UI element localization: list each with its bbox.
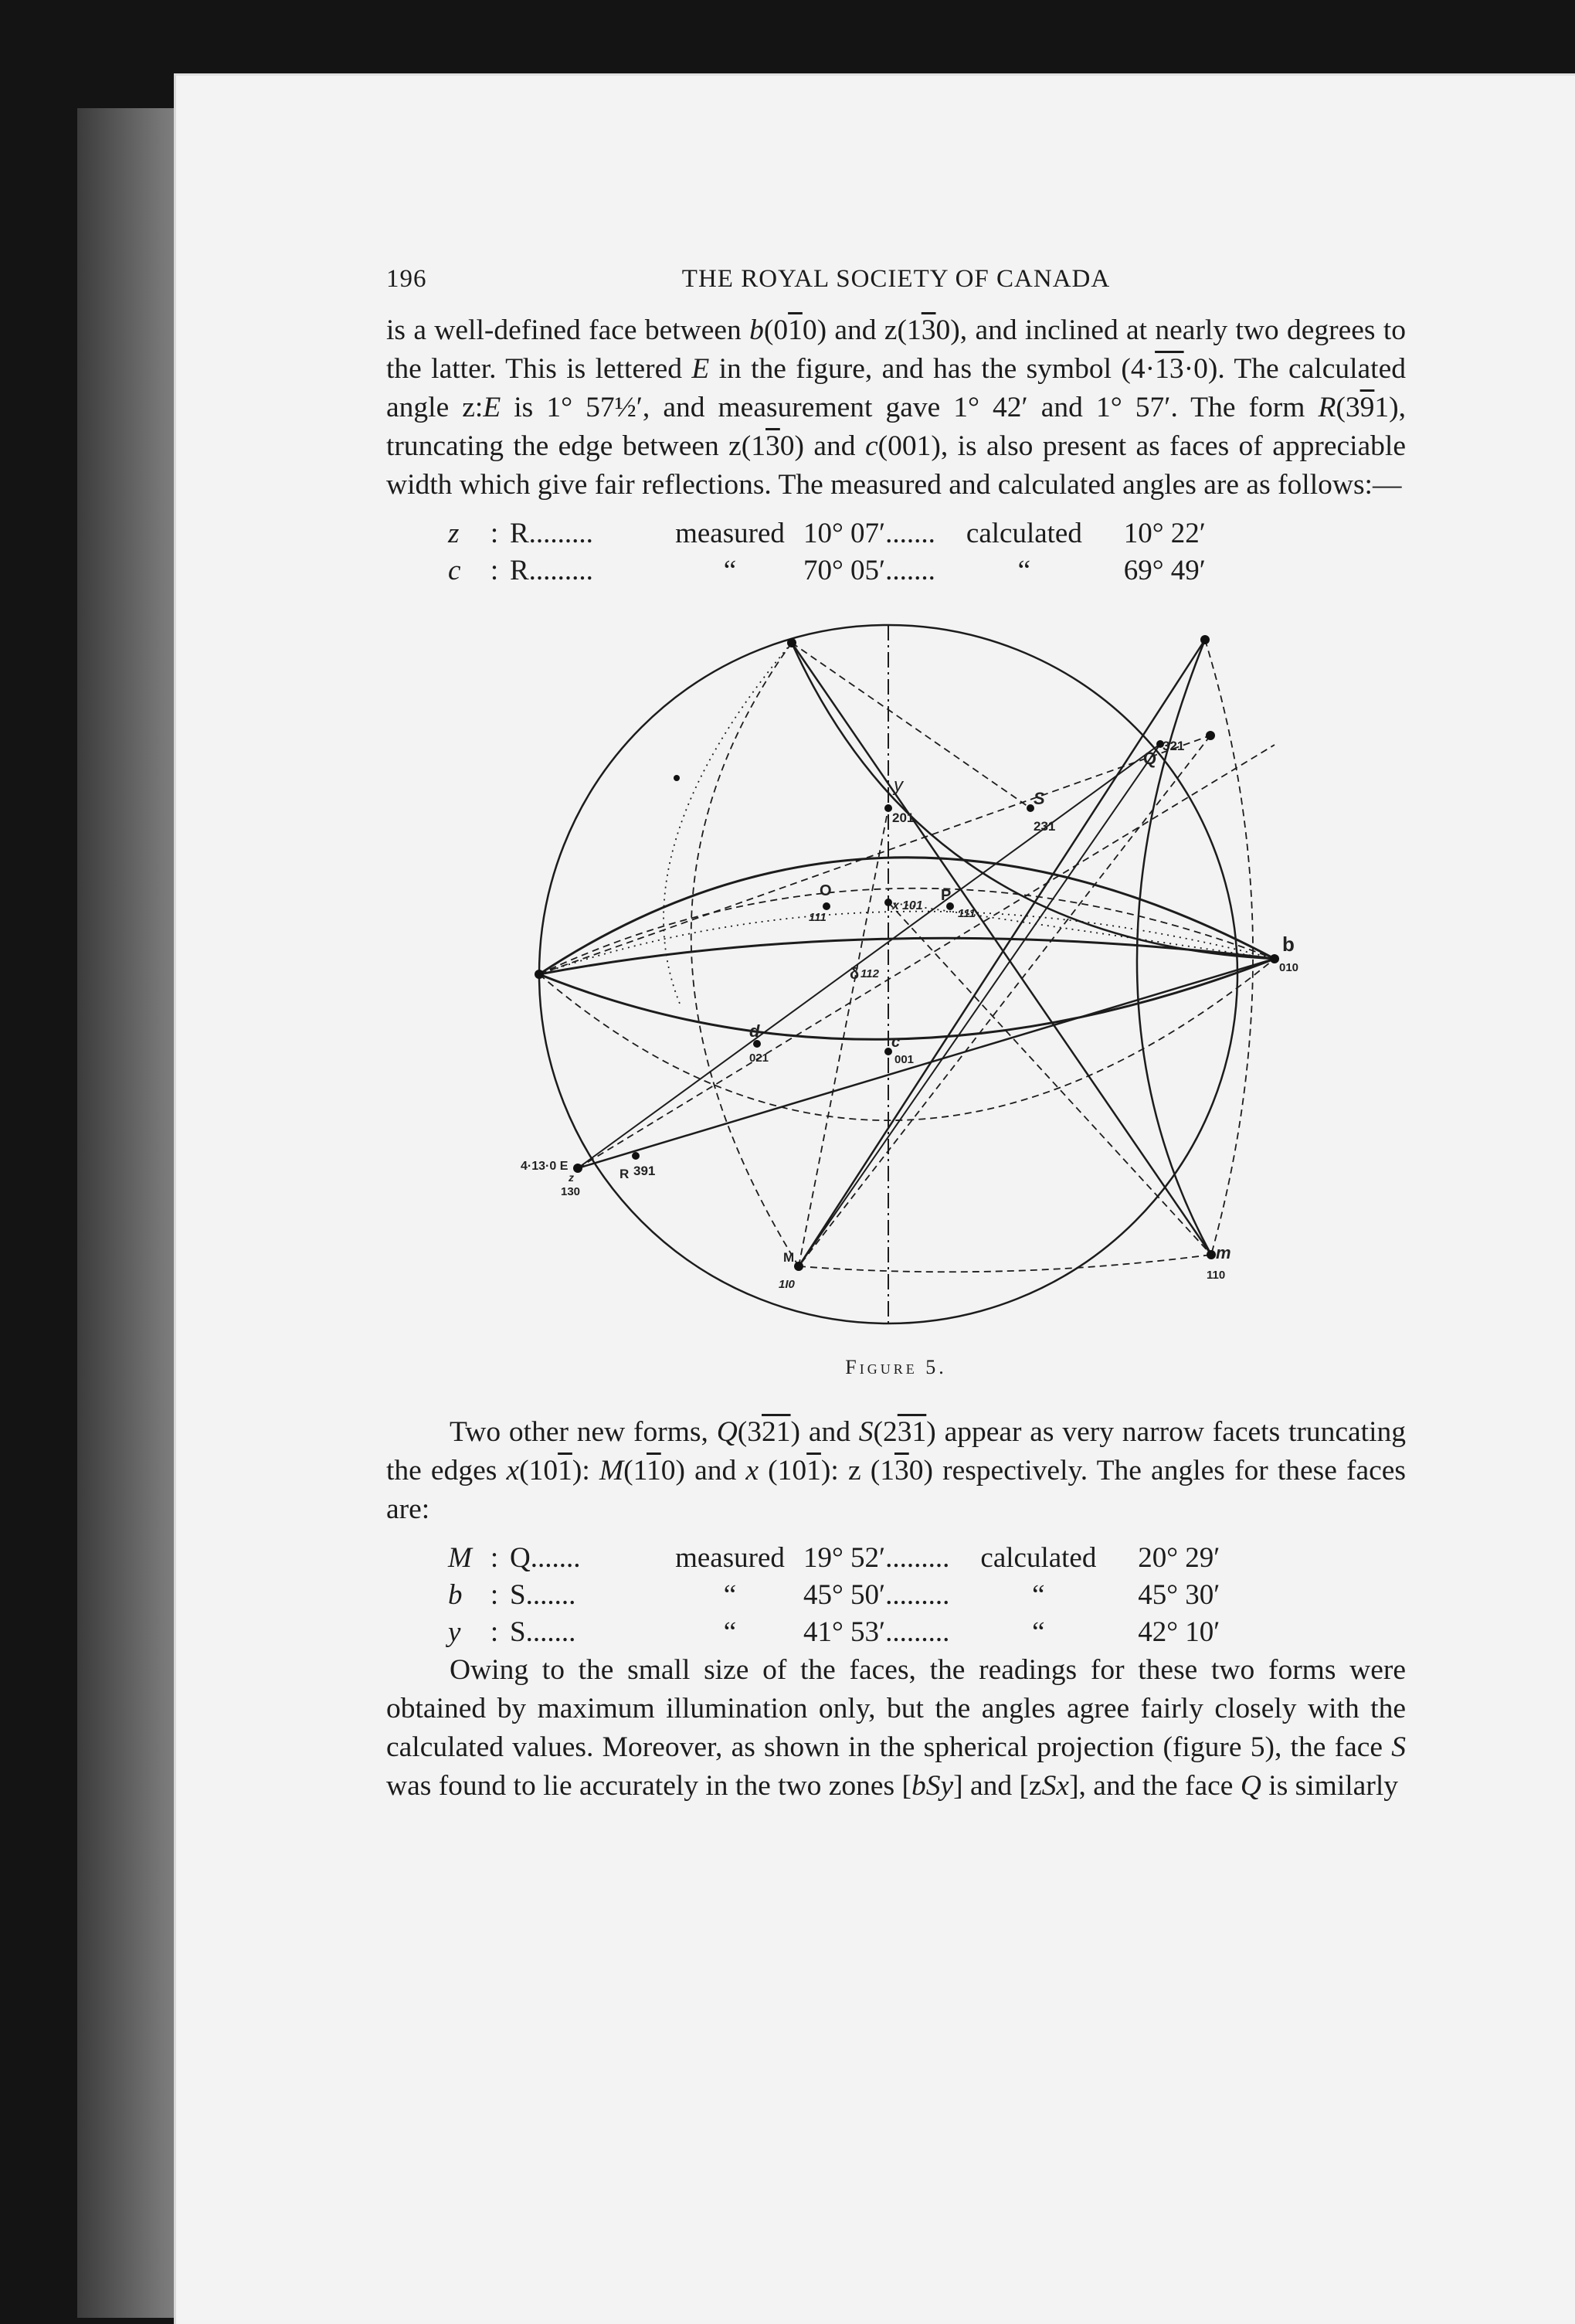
table-cell: c <box>448 555 461 586</box>
pole-label-Q: Q <box>1143 749 1157 768</box>
text-run: ] and [z <box>953 1770 1042 1802</box>
table-cell: z <box>448 518 460 549</box>
pole-label-b: b <box>1282 933 1295 956</box>
pole-index-x: 101 <box>902 899 923 912</box>
page-content <box>386 265 1407 1802</box>
dashed-zone-5 <box>578 745 1275 1168</box>
table-row <box>448 1577 1220 1614</box>
text-run: 0) and <box>779 430 865 462</box>
angles-table-2 <box>448 1540 1220 1651</box>
text-run: b <box>749 314 764 346</box>
text-run: (10 <box>519 1455 558 1486</box>
pole-label-E: 4·13·0 E <box>521 1160 569 1173</box>
table-cell: “ <box>723 1579 737 1611</box>
text-run: (10 <box>759 1455 807 1486</box>
table-cell: b <box>448 1579 463 1611</box>
table-cell: 20° 29′ <box>1138 1542 1220 1574</box>
text-run: 13 <box>1155 353 1184 385</box>
dashed-zone-3 <box>691 643 799 1266</box>
pole-index-b: 010 <box>1279 961 1299 974</box>
table-cell: calculated <box>980 1542 1097 1574</box>
text-run: 1 <box>647 1455 661 1486</box>
table-cell: : <box>490 518 499 549</box>
table-cell: M <box>448 1542 472 1574</box>
table-row <box>448 552 1206 589</box>
figure-caption: Figure 5. <box>845 1356 947 1378</box>
text-run: 1 <box>558 1455 572 1486</box>
table-row <box>448 515 1206 552</box>
pole-index-O: 111 <box>809 911 827 924</box>
pole-label-S: S <box>1034 789 1045 808</box>
text-run: 3 <box>921 314 936 346</box>
text-run: x <box>506 1455 520 1486</box>
pole-index-z: 130 <box>561 1185 581 1198</box>
dotted-zone-1 <box>664 643 792 1004</box>
text-run: ): <box>572 1455 599 1486</box>
table-cell: S....... <box>510 1579 576 1611</box>
table-cell: “ <box>723 1616 737 1648</box>
table-cell: 41° 53′......... <box>803 1616 950 1648</box>
pole-index-Q: 321 <box>1163 739 1185 753</box>
text-run: in the figure, and has the symbol (4· <box>709 353 1156 385</box>
pole-index-P: 111 <box>958 907 976 920</box>
text-run: Q <box>1240 1770 1261 1802</box>
text-run: is a well-defined face between <box>386 314 750 346</box>
table-cell: : <box>490 555 499 586</box>
text-run: ) and <box>790 1416 859 1448</box>
table-cell: S....... <box>510 1616 576 1648</box>
pole-label-delta: δ <box>850 966 860 983</box>
text-run: 0) respectively. The angles for these faces are: <box>386 1455 1407 1525</box>
text-run: 0) and <box>660 1455 746 1486</box>
zone-line-5 <box>578 744 1160 1168</box>
text-run: E <box>483 392 501 423</box>
text-run: (3 <box>1336 392 1360 423</box>
table-cell: “ <box>1032 1616 1045 1648</box>
pole-index-R: 391 <box>633 1164 656 1178</box>
table-cell: 19° 52′......... <box>803 1542 950 1574</box>
text-run: ], and the face <box>1069 1770 1241 1802</box>
zone-arc-lower <box>539 959 1275 1039</box>
text-run: 1), truncating the edge between z(1 <box>386 392 1406 462</box>
zone-line-4 <box>799 744 1160 1266</box>
paragraph-1 <box>386 311 1406 505</box>
text-run: S <box>1391 1731 1406 1763</box>
pole-label-y: y <box>894 775 903 796</box>
text-run: E <box>691 353 710 385</box>
pole-index-M: 1I0 <box>779 1278 795 1291</box>
table-cell: 10° 22′ <box>1123 518 1206 549</box>
dashed-zone-9 <box>888 902 1211 1255</box>
table-cell: 70° 05′....... <box>803 555 935 586</box>
text-run: R <box>1318 392 1336 423</box>
paragraph-3-clip <box>386 1651 1406 1802</box>
paragraph-3 <box>386 1651 1406 1806</box>
table-cell: : <box>490 1579 499 1611</box>
dashed-zone-11 <box>799 1255 1211 1272</box>
table-cell: Q....... <box>510 1542 581 1574</box>
angles-table-1 <box>448 515 1206 589</box>
text-run: 3 <box>894 1455 909 1486</box>
table-cell: measured <box>675 518 785 549</box>
table-cell: R......... <box>510 518 593 549</box>
pole-index-c: 001 <box>894 1053 915 1066</box>
paragraph-2 <box>386 1413 1406 1529</box>
pole-index-S: 231 <box>1034 819 1056 834</box>
pole-label-z: z <box>569 1171 574 1184</box>
text-run: is 1° 57½′, and measurement gave 1° 42′ and 1° 57′. The form <box>501 392 1319 423</box>
text-run: 3 <box>765 430 780 462</box>
pole-index-d: 021 <box>749 1052 769 1065</box>
table-cell: y <box>448 1616 461 1648</box>
table-cell: “ <box>1032 1579 1045 1611</box>
table-cell: “ <box>1017 555 1031 586</box>
table-cell: : <box>490 1616 499 1648</box>
table-row <box>448 1614 1220 1651</box>
text-run: c <box>864 430 878 462</box>
primitive-circle <box>539 625 1237 1323</box>
text-run: x <box>745 1455 759 1486</box>
pole-label-m: m <box>1216 1243 1231 1262</box>
text-run: ) appear as very narrow facets truncating the edges <box>386 1416 1406 1486</box>
stereographic-projection-figure <box>386 617 1406 1344</box>
text-run: M <box>599 1455 624 1486</box>
text-run: ·0). The calculated angle z: <box>386 353 1406 423</box>
text-run: S <box>858 1416 874 1448</box>
pole-label-R: R <box>619 1167 630 1181</box>
projection-diagram <box>386 617 1406 1344</box>
text-run: Q <box>716 1416 738 1448</box>
zone-line-3 <box>578 959 1275 1168</box>
table-cell: R......... <box>510 555 593 586</box>
table-cell: : <box>490 1542 499 1574</box>
pole-label-P: P <box>941 887 952 904</box>
table-cell: 45° 50′......... <box>803 1579 950 1611</box>
table-cell: measured <box>675 1542 785 1574</box>
text-run: Two other new forms, <box>450 1416 717 1448</box>
dashed-zone-6 <box>792 643 1030 808</box>
text-run: Owing to the small size of the faces, the readings for these two forms were obtained by maximum illumination only, but the angles agree fairly closely with the calculated values. Moreover, as shown in the spherical projection (figure 5), the face <box>386 1654 1406 1763</box>
text-run: 1 <box>788 314 803 346</box>
text-run: (1 <box>623 1455 647 1486</box>
text-run: (2 <box>873 1416 898 1448</box>
text-run: (0 <box>763 314 789 346</box>
text-run: 21 <box>762 1416 791 1448</box>
text-run: (3 <box>737 1416 762 1448</box>
text-run: 0), and inclined at nearly two degrees to the latter. This is lettered <box>386 314 1406 385</box>
text-run: was found to lie accurately in the two zones [ <box>386 1770 911 1802</box>
pole-index-m: 110 <box>1207 1269 1226 1282</box>
text-run: 1 <box>806 1455 821 1486</box>
text-run: 9 <box>1359 392 1375 423</box>
pole-label-c: c <box>891 1034 901 1051</box>
pole-label-d: d <box>749 1021 760 1041</box>
table-cell: 42° 10′ <box>1138 1616 1220 1648</box>
table-cell: “ <box>723 555 737 586</box>
text-run: (001), is also present as faces of appreciable width which give fair reflections. The measured and calculated angles are as follows:— <box>386 430 1406 501</box>
running-title: THE ROYAL SOCIETY OF CANADA <box>681 265 1111 293</box>
text-run: is similarly <box>1261 1770 1398 1802</box>
pole-label-M: M <box>783 1250 795 1265</box>
text-run: 31 <box>897 1416 927 1448</box>
pole-index-delta: 112 <box>860 967 879 980</box>
text-run: 0) and z(1 <box>802 314 922 346</box>
page-number: 196 <box>386 265 427 293</box>
text-run: ): z (1 <box>820 1455 894 1486</box>
text-run: bSy <box>911 1770 954 1802</box>
table-cell: 69° 49′ <box>1123 555 1206 586</box>
pole-label-x: x <box>892 899 899 912</box>
zone-line-1 <box>792 643 1211 1255</box>
book-page <box>174 73 1575 2324</box>
text-run: Sx <box>1041 1770 1070 1802</box>
table-cell: 45° 30′ <box>1138 1579 1220 1611</box>
table-cell: calculated <box>966 518 1082 549</box>
table-cell: 10° 07′....... <box>803 518 935 549</box>
pole-label-O: O <box>820 882 832 899</box>
running-header <box>386 265 1406 311</box>
table-row <box>448 1540 1220 1577</box>
pole-index-y: 201 <box>892 810 915 825</box>
